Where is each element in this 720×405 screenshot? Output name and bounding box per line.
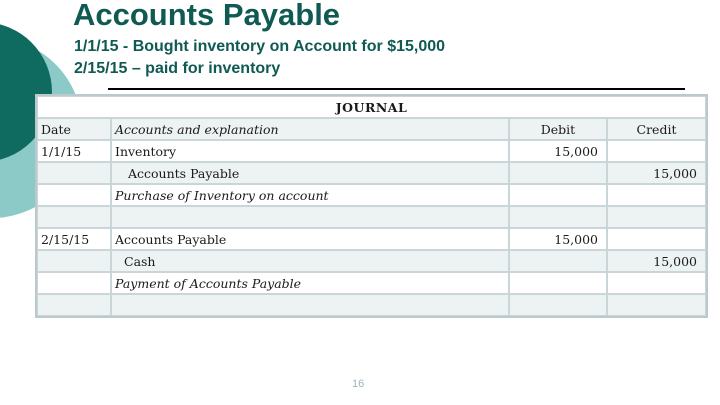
empty-cell bbox=[607, 184, 706, 206]
debit-account: Inventory bbox=[111, 140, 509, 162]
empty-cell bbox=[37, 250, 111, 272]
empty-cell bbox=[509, 250, 607, 272]
journal-heading: JOURNAL bbox=[37, 96, 706, 118]
transaction-line-2: 2/15/15 – paid for inventory bbox=[74, 60, 281, 77]
table-row bbox=[37, 140, 706, 162]
entry-explanation: Payment of Accounts Payable bbox=[111, 272, 509, 294]
credit-amount: 15,000 bbox=[607, 162, 706, 184]
credit-account: Accounts Payable bbox=[111, 162, 509, 184]
journal-heading-row bbox=[37, 96, 706, 118]
entry-explanation: Purchase of Inventory on account bbox=[111, 184, 509, 206]
empty-cell bbox=[509, 272, 607, 294]
empty-cell bbox=[37, 206, 111, 228]
empty-cell bbox=[509, 206, 607, 228]
empty-cell bbox=[509, 294, 607, 316]
credit-amount: 15,000 bbox=[607, 250, 706, 272]
empty-cell bbox=[37, 272, 111, 294]
empty-cell bbox=[111, 206, 509, 228]
table-row bbox=[37, 162, 706, 184]
empty-cell bbox=[111, 294, 509, 316]
entry-date: 2/15/15 bbox=[37, 228, 111, 250]
credit-account: Cash bbox=[111, 250, 509, 272]
credit-column-header: Credit bbox=[607, 118, 706, 140]
debit-amount: 15,000 bbox=[509, 228, 607, 250]
empty-cell bbox=[37, 184, 111, 206]
journal-table bbox=[35, 94, 708, 318]
empty-cell bbox=[607, 228, 706, 250]
slide-title: Accounts Payable bbox=[73, 0, 341, 32]
empty-cell bbox=[607, 294, 706, 316]
empty-cell bbox=[607, 140, 706, 162]
divider-line bbox=[108, 88, 685, 90]
empty-cell bbox=[607, 206, 706, 228]
entry-date: 1/1/15 bbox=[37, 140, 111, 162]
accounts-column-header: Accounts and explanation bbox=[111, 118, 509, 140]
empty-cell bbox=[607, 272, 706, 294]
table-row bbox=[37, 272, 706, 294]
debit-account: Accounts Payable bbox=[111, 228, 509, 250]
empty-cell bbox=[37, 294, 111, 316]
table-row bbox=[37, 206, 706, 228]
empty-cell bbox=[509, 162, 607, 184]
date-column-header: Date bbox=[37, 118, 111, 140]
debit-amount: 15,000 bbox=[509, 140, 607, 162]
empty-cell bbox=[509, 184, 607, 206]
debit-column-header: Debit bbox=[509, 118, 607, 140]
page-number: 16 bbox=[352, 378, 365, 390]
journal-column-header-row bbox=[37, 118, 706, 140]
transaction-line-1: 1/1/15 - Bought inventory on Account for $15,000 bbox=[74, 38, 446, 55]
table-row bbox=[37, 294, 706, 316]
table-row bbox=[37, 250, 706, 272]
table-row bbox=[37, 184, 706, 206]
empty-cell bbox=[37, 162, 111, 184]
table-row bbox=[37, 228, 706, 250]
